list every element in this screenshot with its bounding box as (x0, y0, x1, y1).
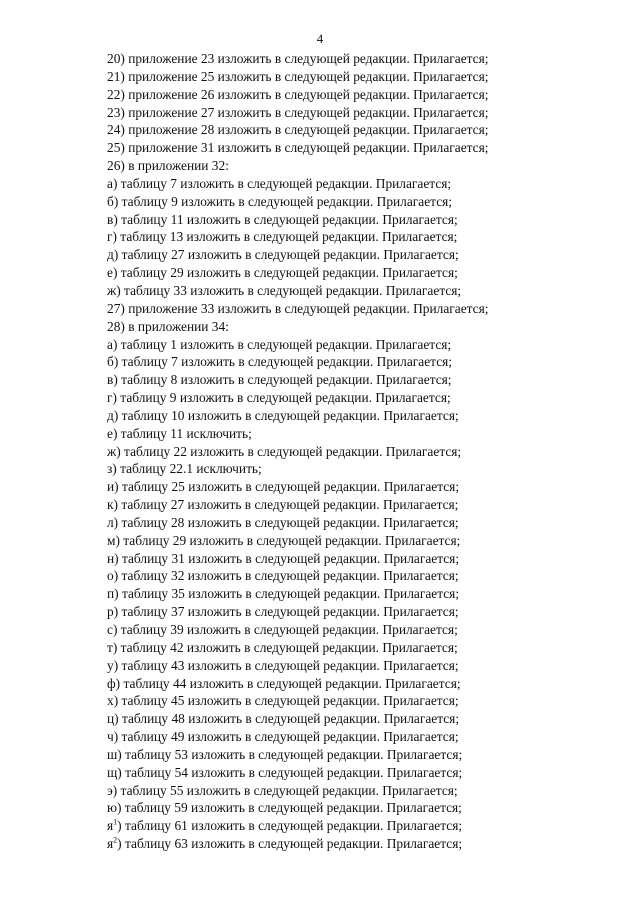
list-item: с) таблицу 39 изложить в следующей редакции. Прилагается; (107, 622, 458, 637)
list-item: ш) таблицу 53 изложить в следующей редакции. Прилагается; (107, 746, 463, 762)
list-item: м) таблицу 29 изложить в следующей редакции. Прилагается; (107, 532, 461, 548)
list-item (107, 817, 537, 835)
list-item: у) таблицу 43 изложить в следующей редакции. Прилагается; (107, 657, 459, 673)
list-item: т) таблицу 42 изложить в следующей редакции. Прилагается; (107, 639, 458, 655)
list-item: э) таблицу 55 изложить в следующей редакции. Прилагается; (107, 782, 458, 798)
list-item: н) таблицу 31 изложить в следующей редакции. Прилагается; (107, 550, 460, 566)
list-item: в) таблицу 11 изложить в следующей редакции. Прилагается; (107, 211, 458, 227)
list-item: в) таблицу 8 изложить в следующей редакции. Прилагается; (107, 372, 452, 388)
list-item: к) таблицу 27 изложить в следующей редакции. Прилагается; (107, 497, 459, 513)
list-item: е) таблицу 11 исключить; (107, 425, 252, 441)
list-item: ц) таблицу 48 изложить в следующей редакции. Прилагается; (107, 711, 460, 727)
list-item: 24) приложение 28 изложить в следующей редакции. Прилагается; (107, 122, 489, 138)
list-item: ч) таблицу 49 изложить в следующей редакции. Прилагается; (107, 729, 459, 745)
list-item: 28) в приложении 34: (107, 318, 229, 334)
list-item (107, 835, 537, 853)
list-item: ф) таблицу 44 изложить в следующей редакции. Прилагается; (107, 675, 461, 691)
list-item: 22) приложение 26 изложить в следующей редакции. Прилагается; (107, 86, 489, 102)
list-item: б) таблицу 9 изложить в следующей редакции. Прилагается; (107, 193, 453, 209)
list-item: х) таблицу 45 изложить в следующей редакции. Прилагается; (107, 693, 459, 709)
list-item: е) таблицу 29 изложить в следующей редакции. Прилагается; (107, 265, 458, 281)
list-item: 25) приложение 31 изложить в следующей редакции. Прилагается; (107, 140, 489, 156)
list-item: ж) таблицу 33 изложить в следующей редакции. Прилагается; (107, 282, 462, 298)
document-body (107, 50, 537, 853)
list-item: г) таблицу 9 изложить в следующей редакции. Прилагается; (107, 390, 451, 406)
list-item: а) таблицу 7 изложить в следующей редакции. Прилагается; (107, 175, 452, 191)
list-item: 27) приложение 33 изложить в следующей редакции. Прилагается; (107, 300, 489, 316)
list-item: и) таблицу 25 изложить в следующей редакции. Прилагается; (107, 479, 460, 495)
list-item: 20) приложение 23 изложить в следующей редакции. Прилагается; (107, 51, 489, 66)
list-item: ж) таблицу 22 изложить в следующей редакции. Прилагается; (107, 443, 462, 459)
list-item: л) таблицу 28 изложить в следующей редакции. Прилагается; (107, 514, 459, 530)
list-item: р) таблицу 37 изложить в следующей редакции. Прилагается; (107, 604, 459, 620)
item-text: ) таблицу 63 изложить в следующей редакции. Прилагается; (117, 836, 463, 852)
list-item: д) таблицу 27 изложить в следующей редакции. Прилагается; (107, 247, 459, 263)
list-item: 23) приложение 27 изложить в следующей редакции. Прилагается; (107, 104, 489, 120)
item-letter: я (107, 836, 114, 852)
item-letter: я (107, 818, 114, 834)
item-superscript: 1 (113, 817, 118, 827)
list-item: б) таблицу 7 изложить в следующей редакции. Прилагается; (107, 354, 453, 370)
list-item: п) таблицу 35 изложить в следующей редакции. Прилагается; (107, 586, 460, 602)
list-item: о) таблицу 32 изложить в следующей редакции. Прилагается; (107, 568, 459, 584)
page-number: 4 (316, 31, 324, 46)
list-item: з) таблицу 22.1 исключить; (107, 461, 262, 477)
list-item: ю) таблицу 59 изложить в следующей редакции. Прилагается; (107, 800, 462, 816)
list-item: д) таблицу 10 изложить в следующей редакции. Прилагается; (107, 407, 459, 423)
list-item: щ) таблицу 54 изложить в следующей редакции. Прилагается; (107, 764, 463, 780)
item-superscript: 2 (113, 835, 118, 845)
list-item: г) таблицу 13 изложить в следующей редакции. Прилагается; (107, 229, 458, 245)
list-item: 26) в приложении 32: (107, 158, 229, 174)
item-text: ) таблицу 61 изложить в следующей редакции. Прилагается; (117, 818, 463, 834)
list-item: а) таблицу 1 изложить в следующей редакции. Прилагается; (107, 336, 452, 352)
list-item: 21) приложение 25 изложить в следующей редакции. Прилагается; (107, 68, 489, 84)
